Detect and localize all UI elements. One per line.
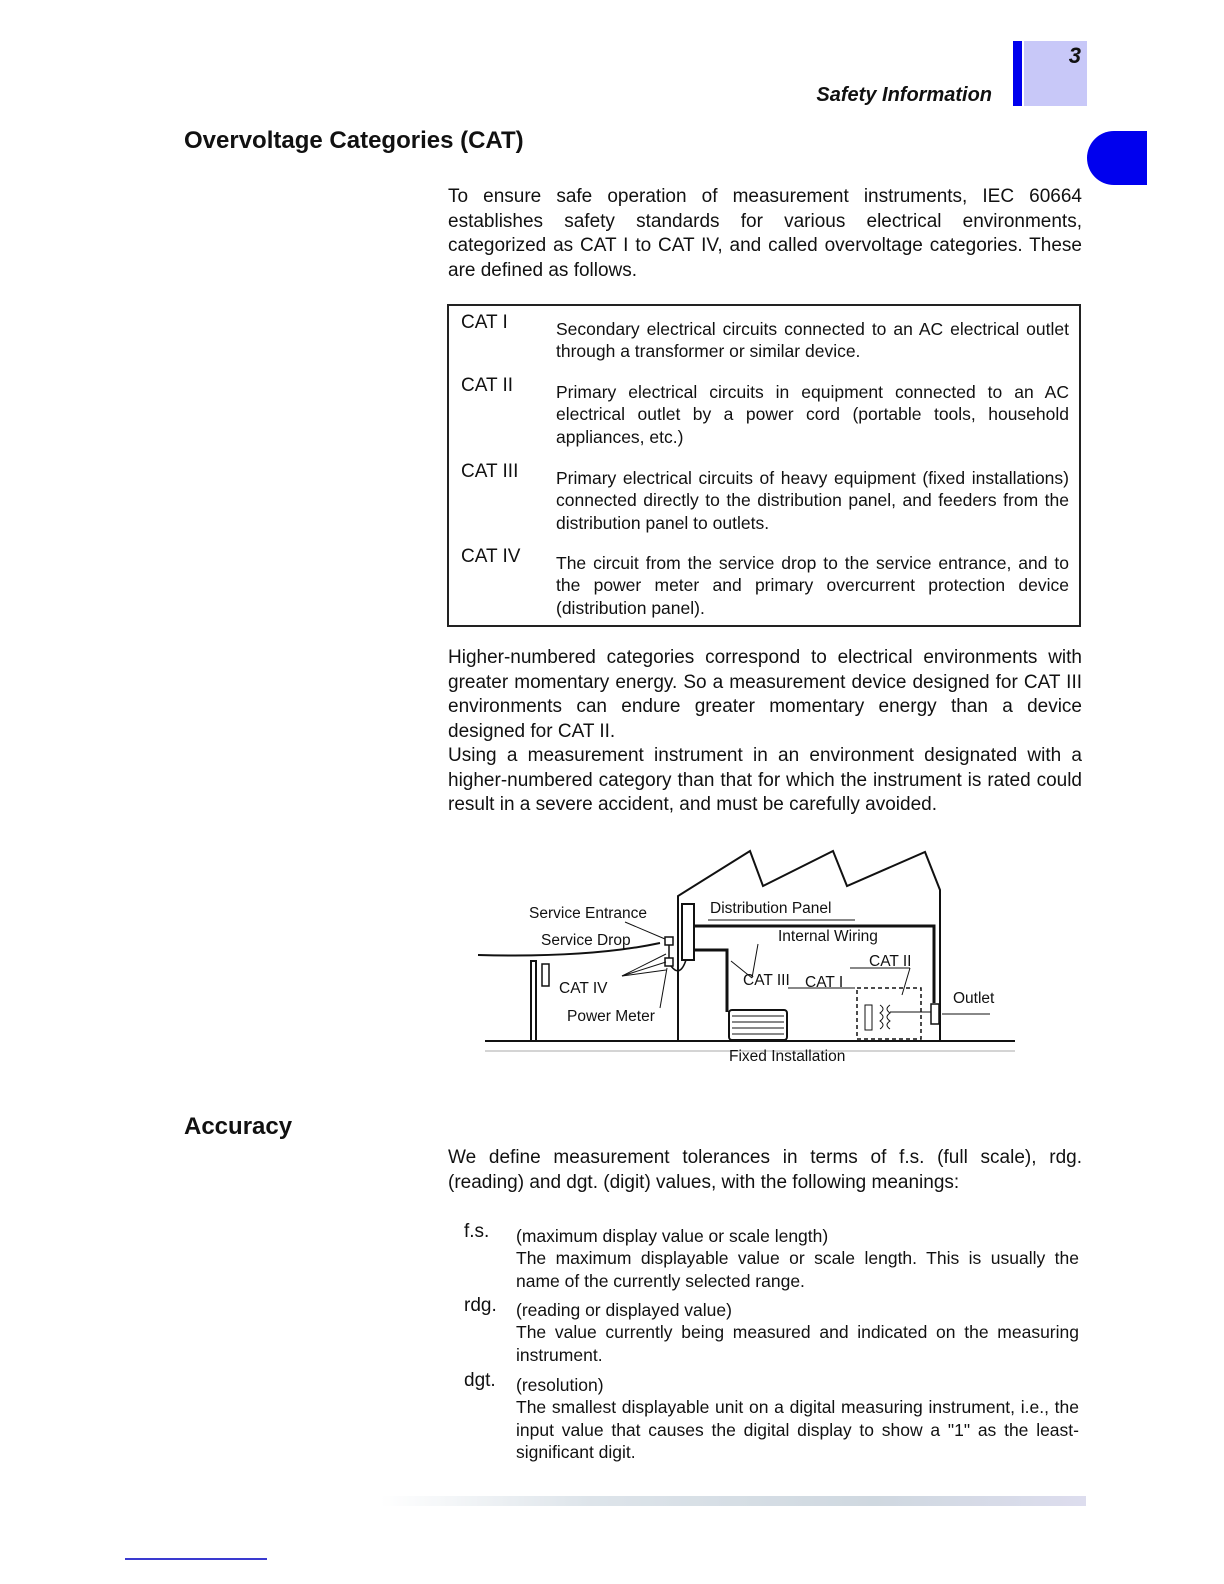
footer-underline — [125, 1558, 267, 1560]
distribution-panel-box — [682, 904, 694, 960]
accuracy-heading: Accuracy — [184, 1113, 293, 1140]
chapter-tab — [1087, 131, 1147, 185]
label-service-drop: Service Drop — [541, 932, 631, 949]
cat-row — [461, 375, 1069, 448]
cat-name: CAT IV — [461, 546, 521, 567]
section-header: Safety Information — [816, 84, 992, 106]
term-name: rdg. — [464, 1295, 497, 1316]
cat-row — [461, 312, 1069, 363]
utility-pole — [531, 961, 536, 1041]
power-meter-box — [665, 958, 673, 966]
cat-desc: Secondary electrical circuits connected to an AC electrical outlet through a transformer or similar device. — [556, 319, 1069, 362]
term-definition — [464, 1221, 1079, 1292]
cat-name: CAT I — [461, 312, 508, 333]
term-short: (reading or displayed value) — [516, 1300, 732, 1320]
label-cat4: CAT IV — [559, 980, 608, 997]
label-service-entrance: Service Entrance — [529, 905, 648, 922]
cat-para-2: Higher-numbered categories correspond to electrical environments with greater momentary energy. So a measurement device designed for CAT III environments can endure greater momentary energy than a device designed for CAT II. — [448, 647, 1082, 742]
outlet-box — [931, 1004, 939, 1024]
cat-desc: The circuit from the service drop to the service entrance, and to the power meter and primary overcurrent protection device (distribution panel). — [556, 553, 1069, 618]
cat-row — [461, 546, 1069, 619]
pole-transformer — [542, 964, 549, 986]
term-name: f.s. — [464, 1221, 490, 1242]
label-cat1: CAT I — [805, 974, 844, 991]
resistor-icon — [865, 1005, 872, 1030]
cat-name: CAT III — [461, 461, 519, 482]
cat3-feeder-line — [694, 950, 727, 1012]
cat-desc: Primary electrical circuits in equipment connected to an AC electrical outlet by a power cord (portable tools, household appliances, etc.) — [556, 382, 1069, 447]
term-desc: The value currently being measured and indicated on the measuring instrument. — [516, 1322, 1079, 1365]
term-desc: The smallest displayable unit on a digital measuring instrument, i.e., the input value that causes the digital display to show a "1" as the least-significant digit. — [516, 1397, 1079, 1462]
service-entrance-box — [665, 937, 673, 945]
term-definition — [464, 1295, 1079, 1366]
label-outlet: Outlet — [953, 990, 995, 1007]
term-desc: The maximum displayable value or scale length. This is usually the name of the currently selected range. — [516, 1248, 1079, 1291]
term-definition — [464, 1370, 1079, 1463]
transformer-icon — [880, 1005, 931, 1029]
cat-table — [447, 304, 1081, 627]
motor-stripes — [732, 1016, 784, 1034]
cat-diagram — [470, 840, 1030, 1070]
label-internal-wiring: Internal Wiring — [778, 928, 878, 945]
label-cat2: CAT II — [869, 953, 912, 970]
cat-intro: To ensure safe operation of measurement instruments, IEC 60664 establishes safety standards for various electrical environments, categorized as CAT I to CAT IV, and called overvoltage categories. These are defined as follows. — [448, 186, 1082, 281]
page-number-box — [1024, 41, 1087, 106]
term-short: (resolution) — [516, 1375, 604, 1395]
cat-heading: Overvoltage Categories (CAT) — [184, 127, 524, 154]
cat-para-3: Using a measurement instrument in an environment designated with a higher-numbered category than that for which the instrument is rated could result in a severe accident, and must be carefully avoided. — [448, 745, 1082, 815]
motor-icon — [729, 1010, 787, 1040]
label-distribution-panel: Distribution Panel — [710, 900, 832, 917]
accuracy-intro: We define measurement tolerances in terms of f.s. (full scale), rdg. (reading) and dgt. (digit) values, with the following meanings: — [448, 1147, 1082, 1193]
header-accent-bar — [1013, 41, 1022, 106]
cat-name: CAT II — [461, 375, 514, 396]
label-fixed-installation: Fixed Installation — [729, 1048, 846, 1065]
footer-bar — [380, 1496, 1086, 1506]
term-name: dgt. — [464, 1370, 496, 1391]
cat-desc: Primary electrical circuits of heavy equipment (fixed installations) connected directly to the distribution panel, and feeders from the distribution panel to outlets. — [556, 468, 1069, 533]
cat-row — [461, 461, 1069, 534]
label-cat3: CAT III — [743, 972, 790, 989]
page-number: 3 — [1068, 43, 1081, 68]
label-power-meter: Power Meter — [567, 1008, 655, 1025]
term-short: (maximum display value or scale length) — [516, 1226, 829, 1246]
